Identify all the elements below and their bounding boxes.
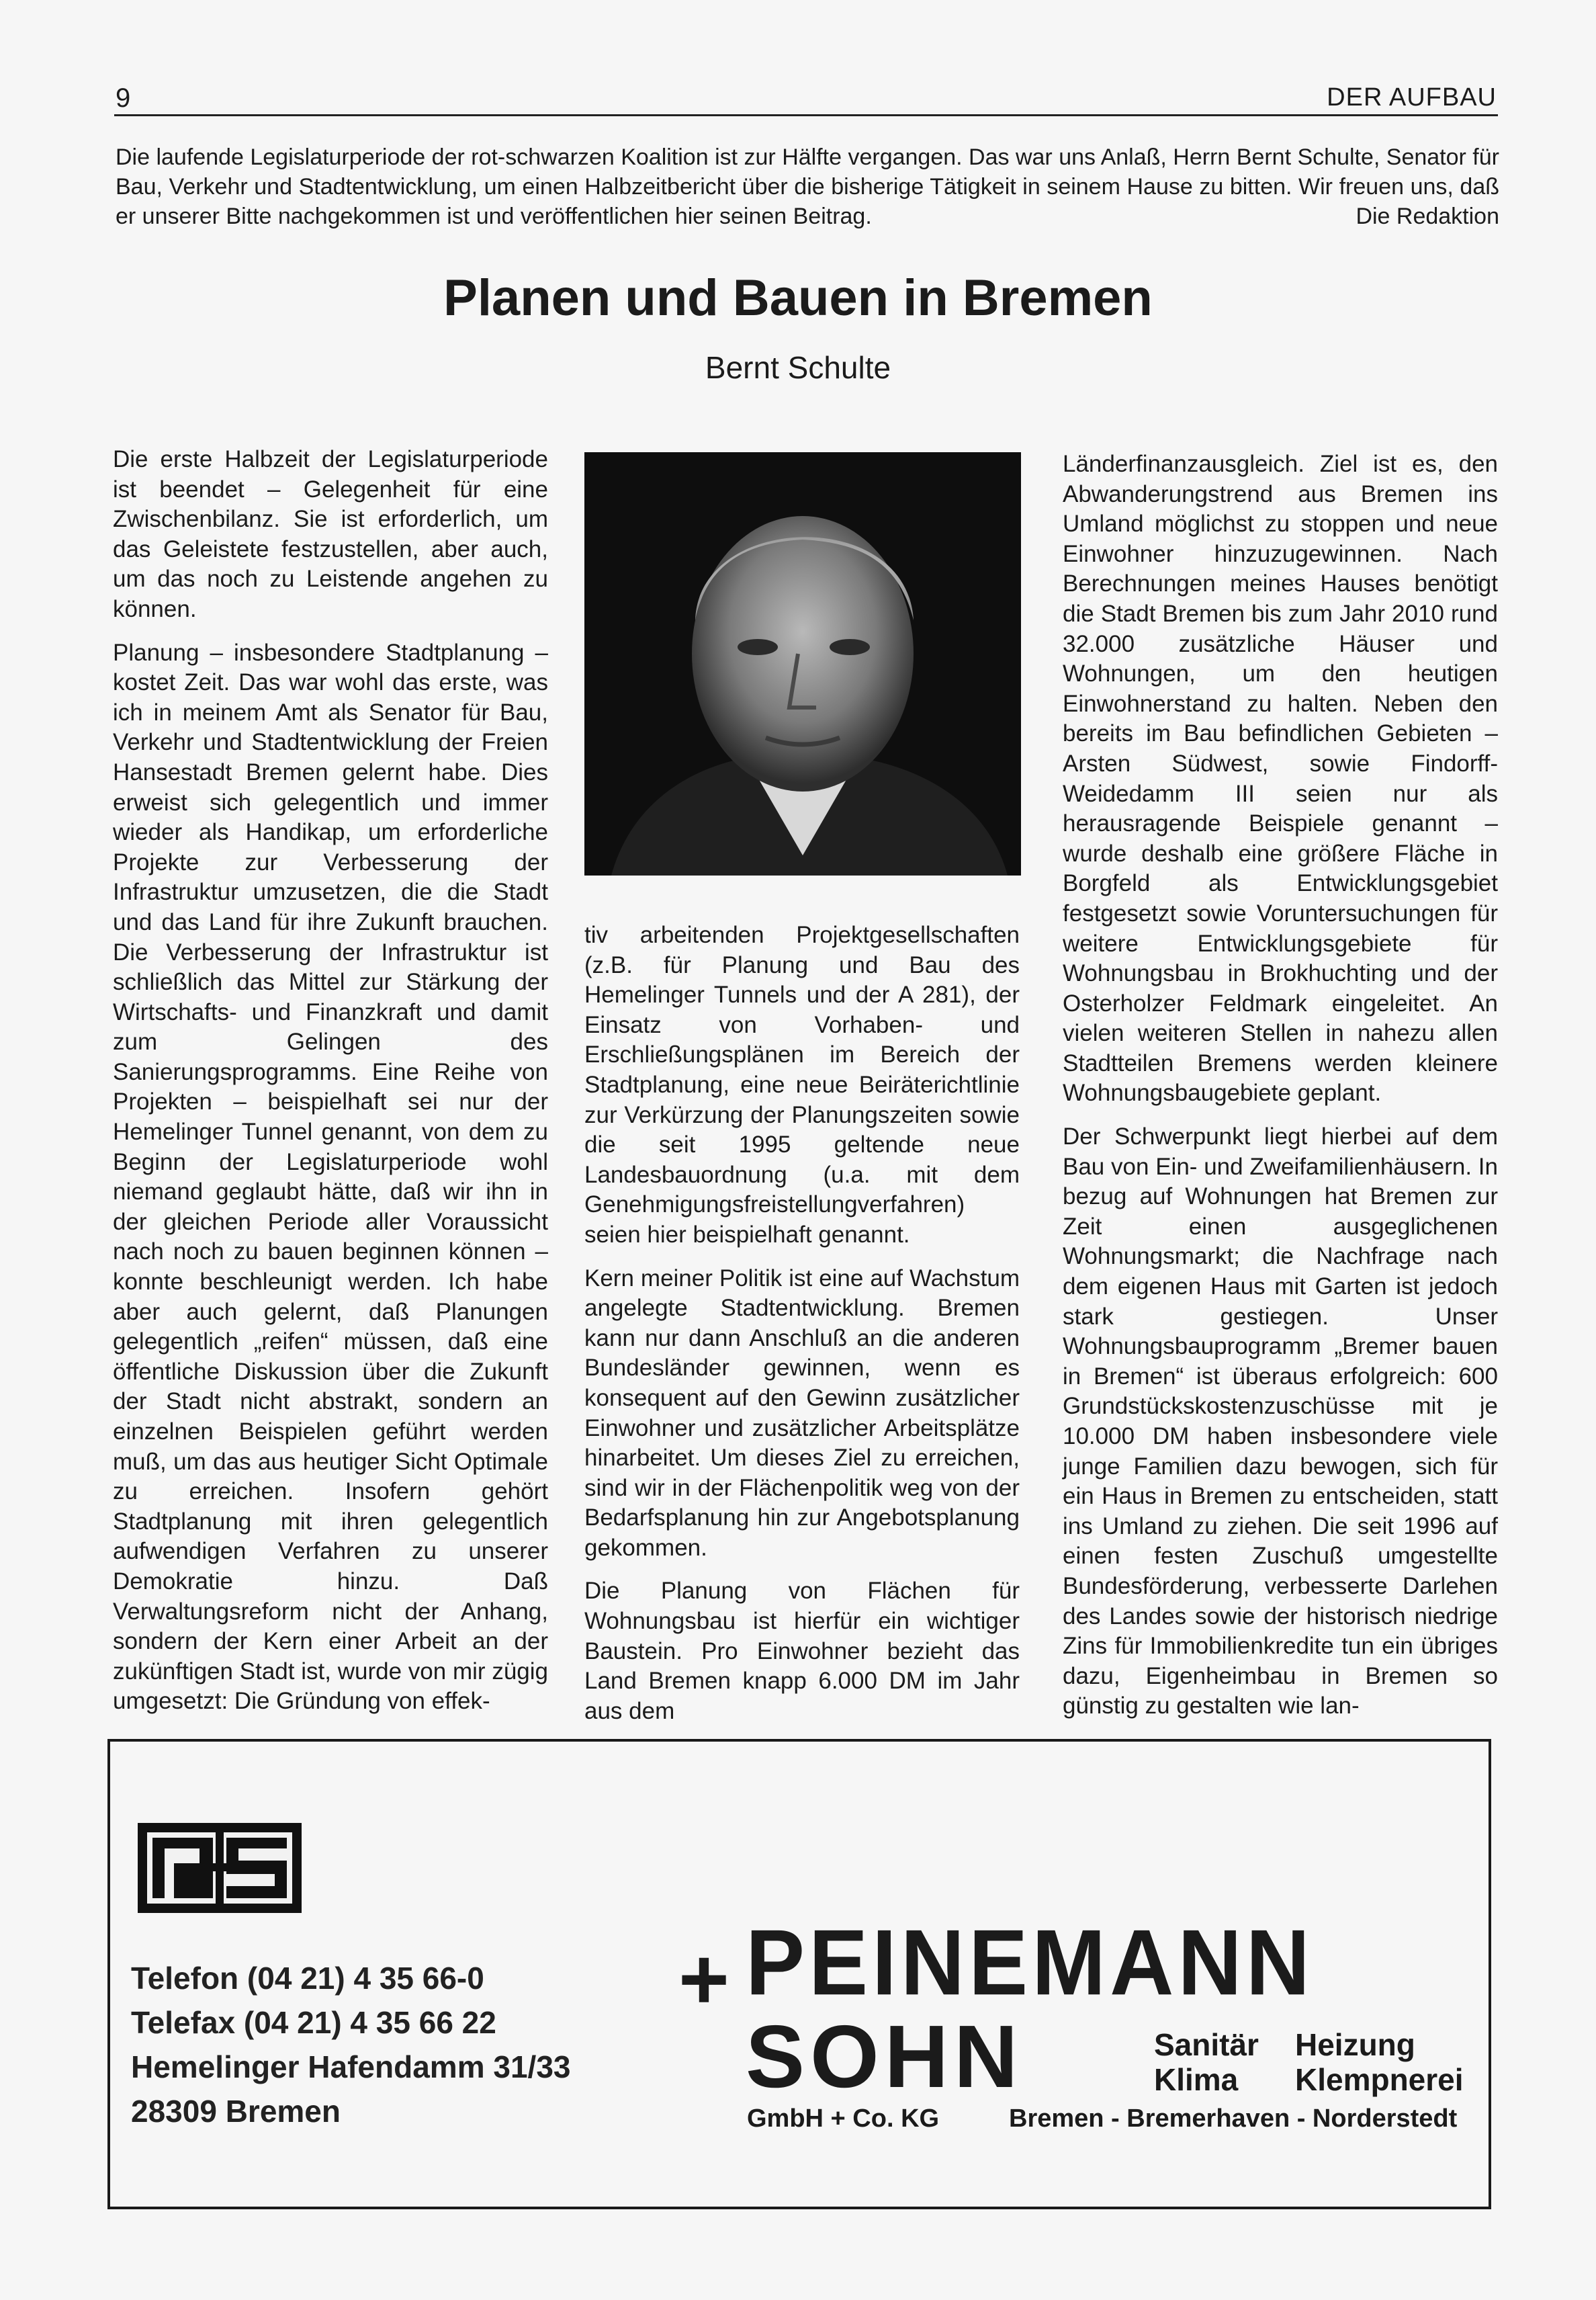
paragraph: Kern meiner Politik ist eine auf Wachstum angelegte Stadtentwicklung. Bremen kann nur dann Anschluß an die anderen Bundesländer gewinnen, wenn es konsequent auf den Gewinn zusätzlicher Einwohner und zusätzlicher Arbeitsplätze hinarbeitet. Um dieses Ziel zu erreichen, sind wir in der Flächenpolitik weg von der Bedarfsplanung hin zur Angebotsplanung gekommen. [584, 1265, 1020, 1561]
intro-signature: Die Redaktion [1356, 204, 1499, 229]
article-author: Bernt Schulte [705, 350, 891, 385]
service-sanitaer: Sanitär [1154, 2027, 1259, 2062]
ad-fax: Telefax (04 21) 4 35 66 22 [131, 2005, 496, 2040]
company-legal-form: GmbH + Co. KG [747, 2104, 940, 2133]
service-heizung: Heizung [1295, 2027, 1415, 2062]
article-column-2 [584, 921, 1020, 1740]
ad-city: 28309 Bremen [131, 2094, 341, 2129]
paragraph: Der Schwerpunkt liegt hierbei auf dem Bau von Ein- und Zweifamilienhäusern. In bezug auf Wohnungen hat Bremen zur Zeit einen ausgeglichenen Wohnungsmarkt; die Nachfrage nach dem eigenen Haus mit Garten ist jedoch stark gestiegen. Unser Wohnungsbauprogramm „Bremer bauen in Bremen“ ist überaus erfolgreich: 600 Grundstückskostenzuschüsse mit je 10.000 DM haben insbesondere viele junge Familien dazu bewogen, sich für ein Haus in Bremen zu entscheiden, statt ins Umland zu ziehen. Die seit 1996 auf einen festen Zuschuß umgestellte Bundesförderung, verbesserte Darlehen des Landes sowie der historisch niedrige Zins für Immobilienkredite tun ein übriges dazu, Eigenheimbau in Bremen so günstig zu gestalten wie lan- [1063, 1123, 1498, 1719]
paragraph: Die erste Halbzeit der Legislaturperiode ist beendet – Gelegenheit für eine Zwischenbilanz. Sie ist erforderlich, um das Geleistete festzustellen, aber auch, um das noch zu Leistende angehen zu können. [113, 446, 548, 622]
company-name-line2: SOHN [746, 2007, 1024, 2106]
article-column-1 [113, 445, 548, 1730]
editorial-intro [116, 142, 1499, 231]
ad-street: Hemelinger Hafendamm 31/33 [131, 2049, 571, 2084]
portrait-illustration [584, 452, 1021, 876]
article-title: Planen und Bauen in Bremen [443, 269, 1153, 327]
publication-name: DER AUFBAU [1327, 83, 1497, 112]
paragraph: Die Planung von Flächen für Wohnungsbau ist hierfür ein wichtiger Baustein. Pro Einwohner bezieht das Land Bremen knapp 6.000 DM im Jahr aus dem [584, 1578, 1020, 1724]
company-locations: Bremen - Bremerhaven - Norderstedt [1009, 2104, 1458, 2133]
paragraph: Länderfinanzausgleich. Ziel ist es, den Abwanderungstrend aus Bremen ins Umland möglichst zu stoppen und neue Einwohner hinzuzugewinnen. Nach Berechnungen meines Hauses benötigt die Stadt Bremen bis zum Jahr 2010 rund 32.000 zusätzliche Häuser und Wohnungen, um den heutigen Einwohnerstand zu halten. Neben den bereits im Bau befindlichen Gebieten – Arsten Südwest, sowie Findorff-Weidedamm III seien nur als herausragende Beispiele genannt – wurde deshalb eine größere Fläche in Borgfeld als Entwicklungsgebiet festgesetzt sowie Voruntersuchungen für weitere Entwicklungsgebiete für Wohnungsbau in Brokhuchting und der Osterholzer Feldmark eingeleitet. An vielen weiteren Stellen in nahezu allen Stadtteilen Bremens werden kleinere Wohnungsbaugebiete geplant. [1063, 451, 1498, 1107]
company-plus-sign: + [678, 1930, 729, 2028]
header-rule [114, 114, 1498, 116]
company-name-line1: PEINEMANN [746, 1910, 1315, 2014]
ps-logo-icon [138, 1823, 302, 1913]
paragraph: tiv arbeitenden Projektgesellschaften (z.B. für Planung und Bau des Hemelinger Tunnels und der A 281), der Einsatz von Vorhaben- und Erschließungsplänen im Bereich der Stadtplanung, eine neue Beiräterichtlinie zur Verkürzung der Planungszeiten sowie die seit 1995 geltende neue Landesbauordnung (u.a. mit dem Genehmigungsfreistellungverfahren) seien hier beispielhaft genannt. [584, 922, 1020, 1248]
service-klempnerei: Klempnerei [1295, 2062, 1464, 2097]
paragraph: Planung – insbesondere Stadtplanung – kostet Zeit. Das war wohl das erste, was ich in meinem Amt als Senator für Bau, Verkehr und Stadtentwicklung der Freien Hansestadt Bremen gelernt habe. Dies erweist sich gelegentlich und immer wieder als Handikap, um erforderliche Projekte zur Verbesserung der Infrastruktur umzusetzen, die die Stadt und das Land für ihre Zukunft brauchen. Die Verbesserung der Infrastruktur ist schließlich das Mittel zur Stärkung der Wirtschafts- und Finanzkraft und damit zum Gelingen des Sanierungsprogramms. Eine Reihe von Projekten – beispielhaft sei nur der Hemelinger Tunnel genannt, von dem zu Beginn der Legislaturperiode wohl niemand geglaubt hätte, daß wir ihn in der gleichen Periode aller Voraussicht nach noch zu bauen beginnen können – konnte beschleunigt werden. Ich habe aber auch gelernt, daß Planungen gelegentlich „reifen“ müssen, daß eine öffentliche Diskussion über die Zukunft der Stadt nicht abstrakt, sondern an einzelnen Beispielen geführt werden muß, um das aus heutiger Sicht Optimale zu erreichen. Insofern gehört Stadtplanung mit ihren gelegentlich aufwendigen Verfahren zu unserer Demokratie hinzu. Daß Verwaltungsreform nicht der Anhang, sondern der Kern einer Arbeit an der zukünftigen Stadt ist, wurde von mir zügig umgesetzt: Die Gründung von effek- [113, 639, 548, 1715]
article-column-3 [1063, 450, 1498, 1735]
author-portrait-photo [584, 452, 1021, 876]
page-number: 9 [116, 83, 131, 113]
intro-text: Die laufende Legislaturperiode der rot-schwarzen Koalition ist zur Hälfte vergangen. Das war uns Anlaß, Herrn Bernt Schulte, Senator für Bau, Verkehr und Stadtentwicklung, um einen Halbzeitbericht über die bisherige Tätigkeit in seinem Hause zu bitten. Wir freuen uns, daß er unserer Bitte nachgekommen ist und veröffentlichen hier seinen Beitrag. [116, 144, 1499, 229]
ad-phone: Telefon (04 21) 4 35 66-0 [131, 1961, 484, 1996]
service-klima: Klima [1154, 2062, 1239, 2097]
